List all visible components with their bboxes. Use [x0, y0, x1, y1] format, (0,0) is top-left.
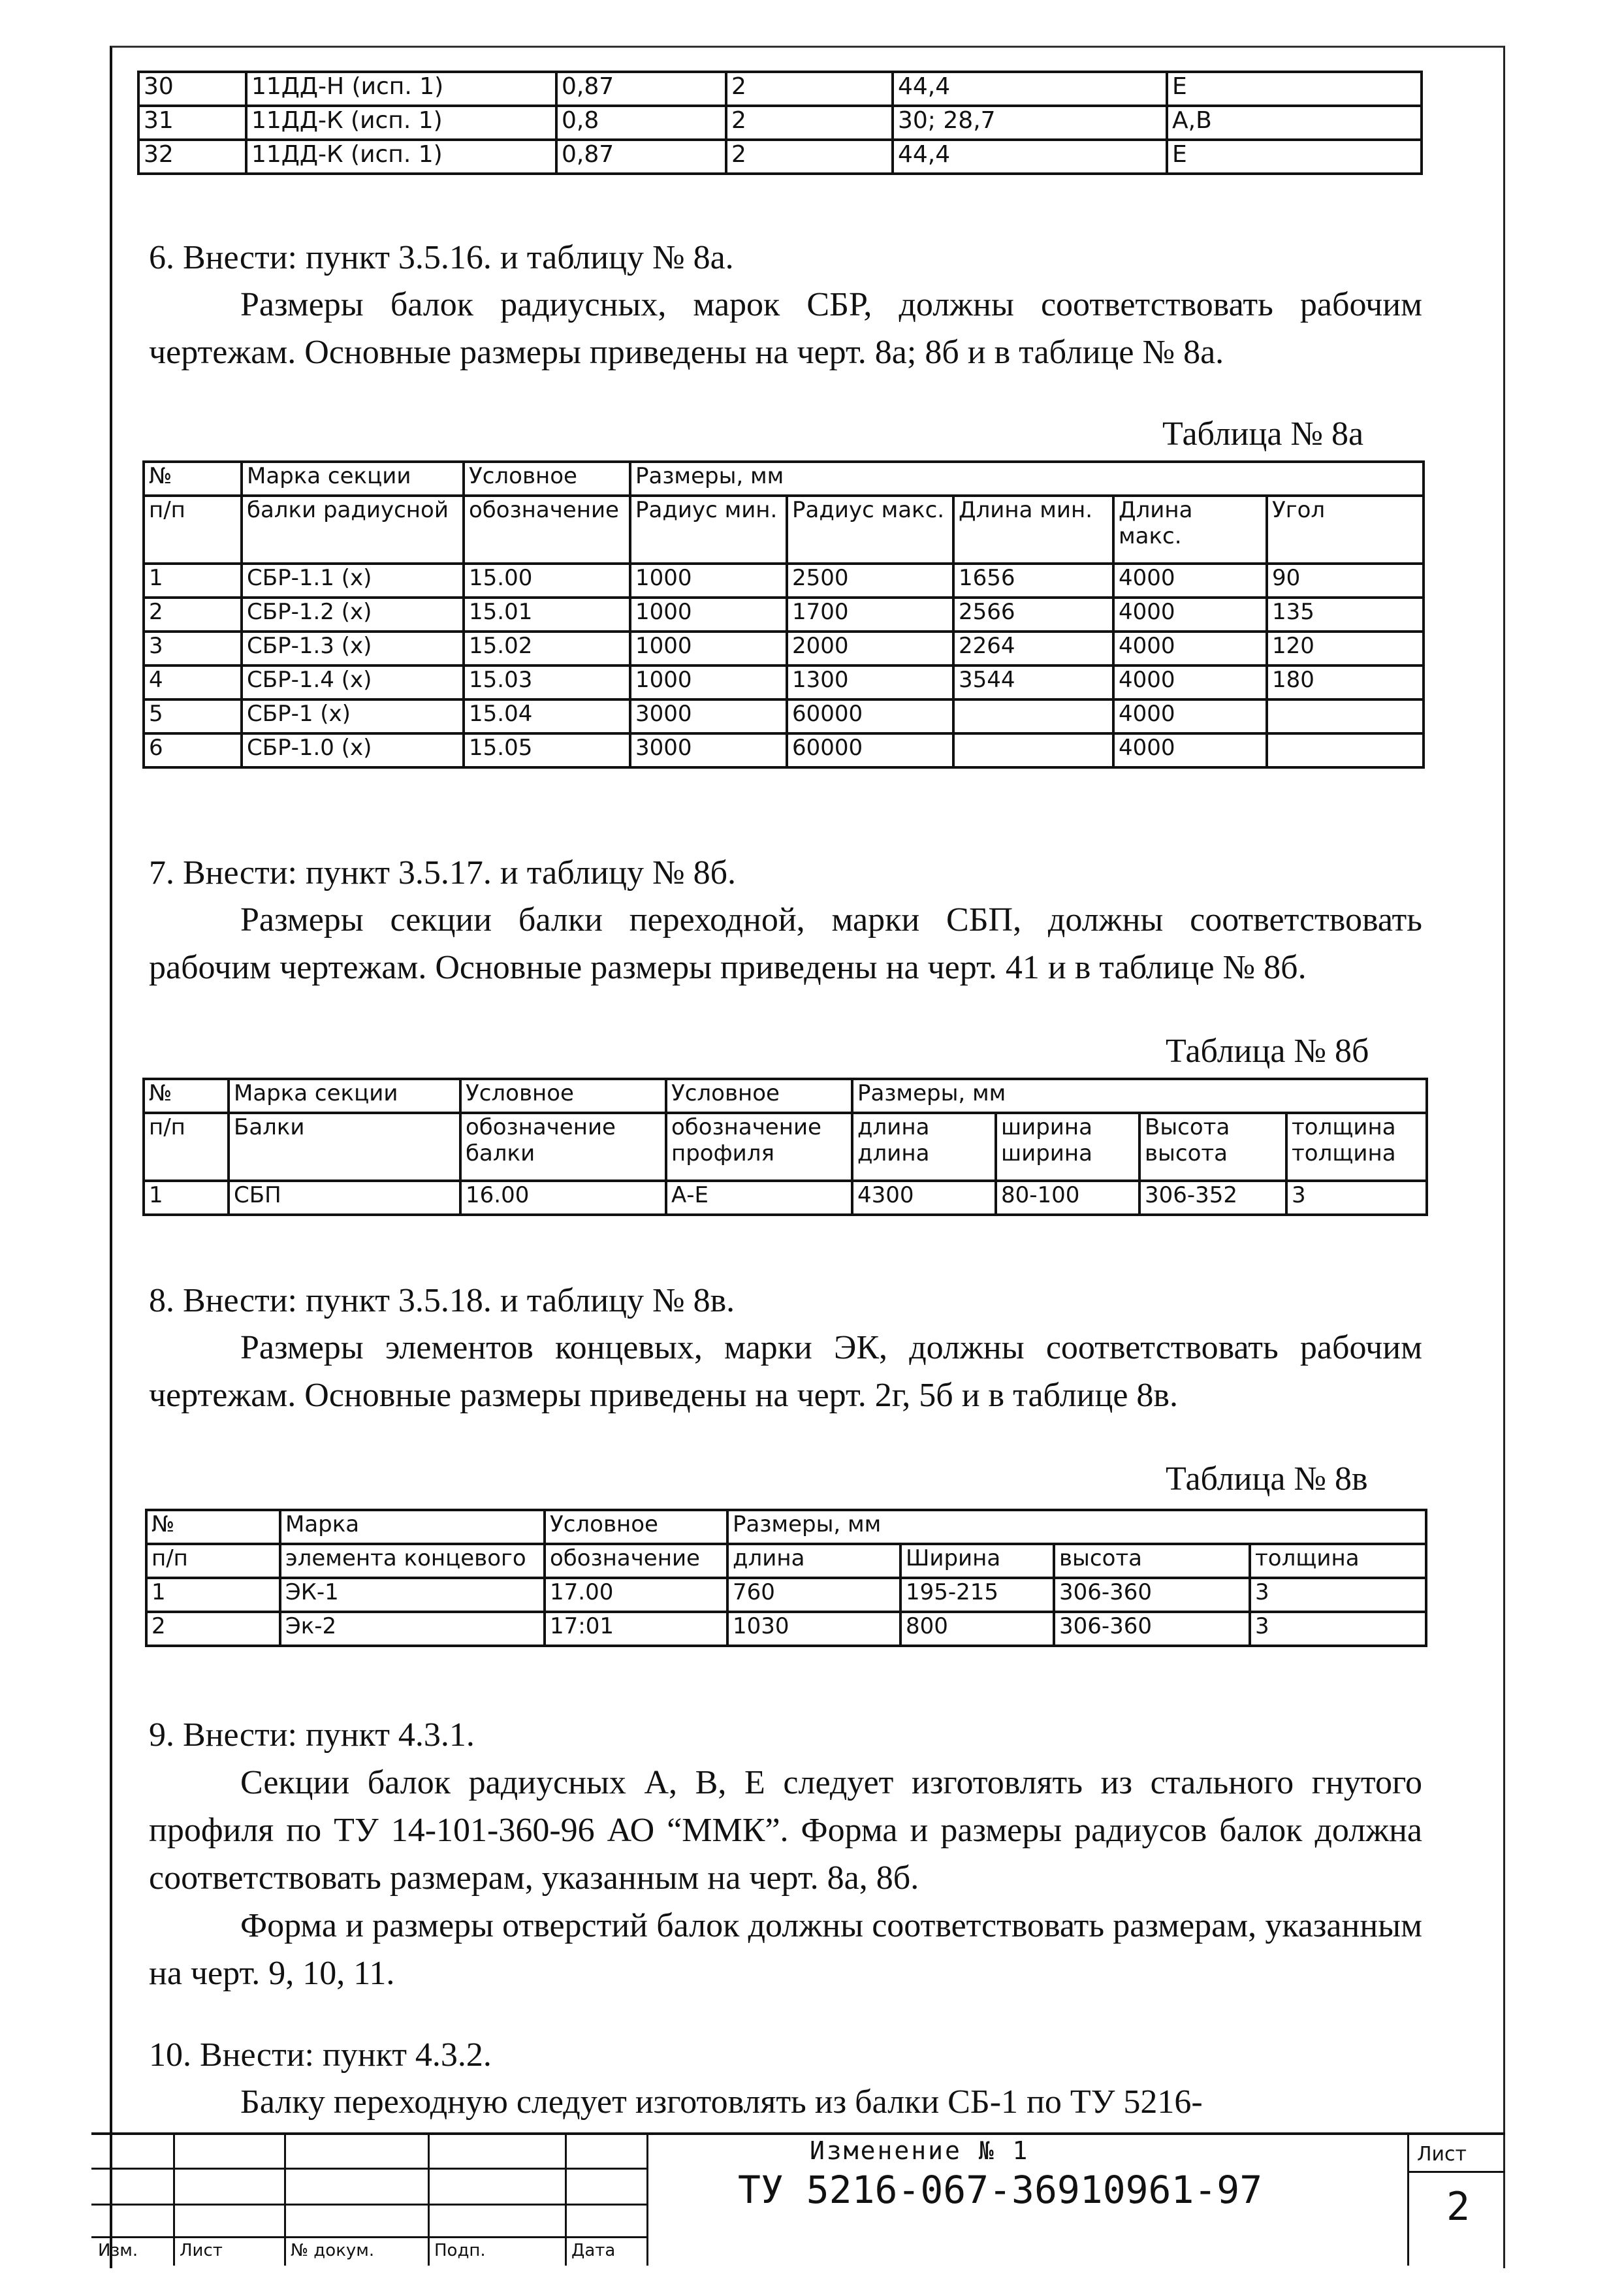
table-cell: 2000 — [787, 632, 953, 666]
header-height-line: Высота — [1145, 1114, 1230, 1140]
table-cell: 80-100 — [996, 1181, 1139, 1215]
table-cell: Эк-2 — [280, 1612, 545, 1646]
table-cell: 2264 — [953, 632, 1113, 666]
header-sizes: Размеры, мм — [852, 1079, 1427, 1113]
table-row — [146, 1578, 1426, 1612]
table-row — [144, 699, 1424, 733]
header-width — [996, 1113, 1139, 1181]
section-9-paragraph-2: Форма и размеры отверстий балок должны соответствовать размерам, указанным на черт. 9, 10, 11. — [149, 1907, 1422, 1992]
table-cell: 2500 — [787, 564, 953, 598]
header-length-max — [1113, 496, 1267, 564]
table-8a-caption: Таблица № 8а — [1162, 415, 1364, 453]
table-8v-caption: Таблица № 8в — [1166, 1460, 1368, 1498]
table-cell: 2 — [144, 598, 242, 632]
table-cell: 1 — [146, 1578, 280, 1612]
section-7-heading: 7. Внести: пункт 3.5.17. и таблицу № 8б. — [149, 854, 737, 891]
table-cell: 3000 — [630, 733, 787, 767]
table-8b-caption: Таблица № 8б — [1166, 1033, 1369, 1070]
header-no: № — [146, 1510, 280, 1544]
table-cell: 3 — [1250, 1578, 1426, 1612]
table-header-row — [144, 462, 1424, 496]
table-cell: 760 — [727, 1578, 900, 1612]
table-cell: 5 — [144, 699, 242, 733]
header-height-line: высота — [1145, 1140, 1228, 1166]
table-header-row — [144, 1113, 1427, 1181]
table-cell: 17:01 — [545, 1612, 727, 1646]
header-length — [852, 1113, 996, 1181]
header-thickness-line: толщина — [1292, 1140, 1396, 1166]
table-cell: 15.00 — [464, 564, 630, 598]
stamp-col-line — [284, 2135, 286, 2266]
stamp-sheet-divider — [1407, 2171, 1505, 2173]
header-profile-line: обозначение — [671, 1114, 821, 1140]
header-thickness-line: толщина — [1292, 1114, 1396, 1140]
header-width: Ширина — [900, 1544, 1054, 1578]
header-cond-2 — [460, 1113, 666, 1181]
table-cell: 135 — [1267, 598, 1424, 632]
table-cell: 1700 — [787, 598, 953, 632]
header-mark-2: Балки — [229, 1113, 460, 1181]
stamp-label-sheet: Лист — [1417, 2143, 1467, 2166]
table-cell: 4000 — [1113, 666, 1267, 699]
table-cell: 90 — [1267, 564, 1424, 598]
section-10-heading: 10. Внести: пункт 4.3.2. — [149, 2036, 492, 2074]
header-height — [1139, 1113, 1286, 1181]
table-header-row — [144, 1079, 1427, 1113]
table-cell: 3 — [1286, 1181, 1427, 1215]
header-profile: Условное — [666, 1079, 852, 1113]
header-cond: Условное — [464, 462, 630, 496]
header-length-line: длина — [857, 1114, 930, 1140]
table-8b — [142, 1078, 1428, 1216]
table-cell: 32 — [138, 140, 246, 174]
stamp-col-line — [1407, 2135, 1409, 2266]
table-cell: 60000 — [787, 699, 953, 733]
header-mark: Марка — [280, 1510, 545, 1544]
table-cell: СБР-1.0 (х) — [242, 733, 464, 767]
header-cond-line: балки — [466, 1140, 535, 1166]
header-mark: Марка секции — [229, 1079, 460, 1113]
table-cell: СБР-1.1 (х) — [242, 564, 464, 598]
table-cell: 15.01 — [464, 598, 630, 632]
stamp-label-sign: Подп. — [434, 2241, 486, 2260]
stamp-label-list: Лист — [180, 2241, 223, 2260]
header-radius-min: Радиус мин. — [630, 496, 787, 564]
table-cell: 44,4 — [893, 72, 1167, 106]
header-profile-line: профиля — [671, 1140, 774, 1166]
table-cell: 1 — [144, 564, 242, 598]
table-cell — [953, 733, 1113, 767]
table-cell: 3 — [1250, 1612, 1426, 1646]
table-cell: 1000 — [630, 598, 787, 632]
table-cell: 11ДД-Н (исп. 1) — [246, 72, 556, 106]
header-cond-2: обозначение — [545, 1544, 727, 1578]
table-row — [144, 1181, 1427, 1215]
table-cell: 16.00 — [460, 1181, 666, 1215]
header-mark: Марка секции — [242, 462, 464, 496]
header-mark-2: балки радиусной — [242, 496, 464, 564]
table-row — [144, 632, 1424, 666]
table-cell: Е — [1167, 140, 1422, 174]
table-row — [146, 1612, 1426, 1646]
table-cell: А,В — [1167, 106, 1422, 140]
table-cell: 15.02 — [464, 632, 630, 666]
table-cell: 1000 — [630, 632, 787, 666]
table-cell: 60000 — [787, 733, 953, 767]
table-header-row — [144, 496, 1424, 564]
table-row — [138, 72, 1422, 106]
table-cell: 4000 — [1113, 632, 1267, 666]
section-9-paragraph-1: Секции балок радиусных А, В, Е следует изготовлять из стального гнутого профиля по ТУ 14-101-360-96 АО “ММК”. Форма и размеры радиусов балок должна соответствовать размерам, указанным на черт. 8а, 8б. — [149, 1764, 1422, 1897]
table-cell: 2 — [146, 1612, 280, 1646]
table-cell: 3000 — [630, 699, 787, 733]
table-cell: Е — [1167, 72, 1422, 106]
table-cell: 17.00 — [545, 1578, 727, 1612]
stamp-label-izm: Изм. — [98, 2241, 138, 2260]
table-cell: 4000 — [1113, 733, 1267, 767]
header-thickness: толщина — [1250, 1544, 1426, 1578]
table-cell: 306-360 — [1054, 1578, 1250, 1612]
table-cell: 120 — [1267, 632, 1424, 666]
table-row — [144, 564, 1424, 598]
header-sizes: Размеры, мм — [630, 462, 1424, 496]
header-length-max-1: Длина — [1119, 497, 1193, 523]
table-row — [138, 140, 1422, 174]
header-height: высота — [1054, 1544, 1250, 1578]
header-cond-2: обозначение — [464, 496, 630, 564]
table-cell: СБР-1 (х) — [242, 699, 464, 733]
table-cell: 1656 — [953, 564, 1113, 598]
table-cell: 195-215 — [900, 1578, 1054, 1612]
table-row — [138, 106, 1422, 140]
table-cell — [1267, 733, 1424, 767]
stamp-label-doc: № докум. — [291, 2241, 375, 2260]
header-angle: Угол — [1267, 496, 1424, 564]
table-cell: ЭК-1 — [280, 1578, 545, 1612]
table-cell: 1 — [144, 1181, 229, 1215]
table-8a — [142, 460, 1425, 769]
table-cell: 15.03 — [464, 666, 630, 699]
table-cell: А-Е — [666, 1181, 852, 1215]
table-cell — [953, 699, 1113, 733]
table-cell: СБР-1.3 (х) — [242, 632, 464, 666]
change-note: Изменение № 1 — [810, 2136, 1030, 2165]
table-cell: 6 — [144, 733, 242, 767]
table-cell: 2 — [726, 106, 893, 140]
table-cell: 4 — [144, 666, 242, 699]
table-cell: 306-360 — [1054, 1612, 1250, 1646]
table-cell: 2566 — [953, 598, 1113, 632]
header-pp: п/п — [144, 1113, 229, 1181]
header-sizes: Размеры, мм — [727, 1510, 1426, 1544]
table-cell: 2 — [726, 140, 893, 174]
table-cell: СБП — [229, 1181, 460, 1215]
section-8-heading: 8. Внести: пункт 3.5.18. и таблицу № 8в. — [149, 1282, 735, 1319]
table-cell: 3544 — [953, 666, 1113, 699]
header-pp: п/п — [146, 1544, 280, 1578]
header-no: № — [144, 462, 242, 496]
section-8-paragraph: Размеры элементов концевых, марки ЭК, должны соответствовать рабочим чертежам. Основные размеры приведены на черт. 2г, 5б и в таблице 8в. — [149, 1329, 1422, 1414]
table-8v — [145, 1509, 1427, 1647]
table-cell: 44,4 — [893, 140, 1167, 174]
table-cell: СБР-1.2 (х) — [242, 598, 464, 632]
top-table — [137, 71, 1423, 175]
title-block — [91, 2132, 1505, 2266]
section-6-paragraph: Размеры балок радиусных, марок СБР, должны соответствовать рабочим чертежам. Основные размеры приведены на черт. 8а; 8б и в таблице № 8а. — [149, 286, 1422, 371]
header-thickness — [1286, 1113, 1427, 1181]
header-length-max-2: макс. — [1119, 523, 1182, 549]
table-cell: 31 — [138, 106, 246, 140]
table-row — [144, 598, 1424, 632]
table-cell: 1030 — [727, 1612, 900, 1646]
header-length-line: длина — [857, 1140, 930, 1166]
table-cell: 15.04 — [464, 699, 630, 733]
table-cell: 1000 — [630, 666, 787, 699]
table-cell: 30; 28,7 — [893, 106, 1167, 140]
table-cell: 2 — [726, 72, 893, 106]
table-row — [144, 733, 1424, 767]
table-cell: 180 — [1267, 666, 1424, 699]
header-cond-line: обозначение — [466, 1114, 616, 1140]
table-cell: 30 — [138, 72, 246, 106]
header-length-min: Длина мин. — [953, 496, 1113, 564]
table-cell: 11ДД-К (исп. 1) — [246, 140, 556, 174]
table-cell: СБР-1.4 (х) — [242, 666, 464, 699]
table-cell: 11ДД-К (исп. 1) — [246, 106, 556, 140]
stamp-col-line — [428, 2135, 430, 2266]
table-cell: 4000 — [1113, 699, 1267, 733]
header-cond: Условное — [545, 1510, 727, 1544]
section-7-paragraph: Размеры секции балки переходной, марки СБП, должны соответствовать рабочим чертежам. Основные размеры приведены на черт. 41 и в таблице № 8б. — [149, 901, 1422, 986]
header-no: № — [144, 1079, 229, 1113]
table-cell: 306-352 — [1139, 1181, 1286, 1215]
section-10-paragraph: Балку переходную следует изготовлять из балки СБ-1 по ТУ 5216- — [240, 2083, 1203, 2121]
header-mark-2: элемента концевого — [280, 1544, 545, 1578]
header-profile-2 — [666, 1113, 852, 1181]
section-6-heading: 6. Внести: пункт 3.5.16. и таблицу № 8а. — [149, 239, 734, 276]
table-cell: 4000 — [1113, 598, 1267, 632]
header-radius-max: Радиус макс. — [787, 496, 953, 564]
section-9-heading: 9. Внести: пункт 4.3.1. — [149, 1716, 475, 1754]
stamp-col-line — [173, 2135, 175, 2266]
header-width-line: ширина — [1001, 1140, 1092, 1166]
header-cond: Условное — [460, 1079, 666, 1113]
table-cell: 0,87 — [556, 140, 726, 174]
table-cell: 0,87 — [556, 72, 726, 106]
table-header-row — [146, 1544, 1426, 1578]
header-pp: п/п — [144, 496, 242, 564]
table-cell: 4000 — [1113, 564, 1267, 598]
document-code: ТУ 5216-067-36910961-97 — [738, 2168, 1263, 2212]
stamp-col-line — [646, 2135, 648, 2266]
table-cell — [1267, 699, 1424, 733]
header-length: длина — [727, 1544, 900, 1578]
table-cell: 1300 — [787, 666, 953, 699]
table-header-row — [146, 1510, 1426, 1544]
table-cell: 0,8 — [556, 106, 726, 140]
sheet-number: 2 — [1446, 2184, 1471, 2230]
table-cell: 3 — [144, 632, 242, 666]
table-cell: 15.05 — [464, 733, 630, 767]
header-width-line: ширина — [1001, 1114, 1092, 1140]
table-cell: 4300 — [852, 1181, 996, 1215]
table-row — [144, 666, 1424, 699]
table-cell: 1000 — [630, 564, 787, 598]
stamp-label-date: Дата — [571, 2241, 616, 2260]
stamp-col-line — [565, 2135, 567, 2266]
table-cell: 800 — [900, 1612, 1054, 1646]
